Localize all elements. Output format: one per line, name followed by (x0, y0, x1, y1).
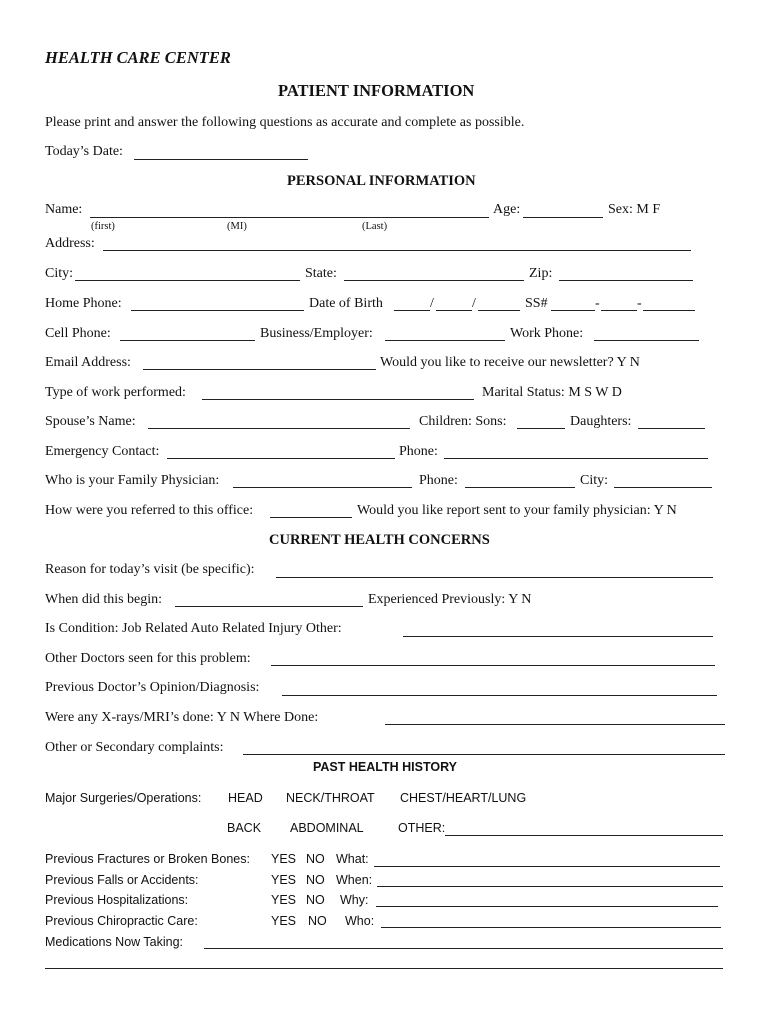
todays-date-label: Today’s Date: (45, 144, 123, 159)
daughters-label: Daughters: (570, 414, 632, 429)
city-field[interactable] (75, 280, 300, 281)
physician-label: Who is your Family Physician: (45, 473, 220, 488)
surgeries-label: Major Surgeries/Operations: (45, 791, 202, 805)
emergency-phone-field[interactable] (444, 458, 708, 459)
chiro-yes[interactable]: YES (271, 914, 297, 928)
falls-yes[interactable]: YES (271, 873, 297, 887)
reason-field[interactable] (276, 577, 713, 578)
surgery-neck-option[interactable]: NECK/THROAT (286, 791, 375, 805)
employer-label: Business/Employer: (260, 326, 373, 341)
hospitalizations-why-field[interactable] (376, 906, 718, 907)
children-sons-label: Children: Sons: (419, 414, 507, 429)
surgery-head-option[interactable]: HEAD (228, 791, 263, 805)
opinion-field[interactable] (282, 695, 717, 696)
cell-phone-field[interactable] (120, 340, 255, 341)
physician-phone-field[interactable] (465, 487, 575, 488)
medications-field[interactable] (204, 948, 723, 949)
dob-slash-1: / (430, 296, 434, 311)
chiro-no[interactable]: NO (308, 914, 327, 928)
referred-field[interactable] (270, 517, 352, 518)
name-label: Name: (45, 202, 83, 217)
work-phone-label: Work Phone: (510, 326, 584, 341)
address-field[interactable] (103, 250, 691, 251)
address-label: Address: (45, 236, 95, 251)
city-label: City: (45, 266, 74, 281)
page-title: PATIENT INFORMATION (278, 81, 475, 100)
spouse-label: Spouse’s Name: (45, 414, 136, 429)
falls-label: Previous Falls or Accidents: (45, 873, 199, 887)
center-name: HEALTH CARE CENTER (45, 48, 231, 67)
xray-label[interactable]: Were any X-rays/MRI’s done: Y N Where Done: (45, 710, 319, 725)
home-phone-field[interactable] (131, 310, 304, 311)
dob-label: Date of Birth (309, 296, 383, 311)
begin-field[interactable] (175, 606, 363, 607)
condition-label[interactable]: Is Condition: Job Related Auto Related Injury Other: (45, 621, 342, 636)
zip-field[interactable] (559, 280, 693, 281)
fractures-label: Previous Fractures or Broken Bones: (45, 852, 250, 866)
ss-label: SS# (525, 296, 548, 311)
falls-when-field[interactable] (377, 886, 723, 887)
emergency-phone-label: Phone: (399, 444, 438, 459)
personal-heading: PERSONAL INFORMATION (287, 173, 476, 189)
cell-phone-label: Cell Phone: (45, 326, 111, 341)
fractures-what-field[interactable] (374, 866, 720, 867)
surgery-other-option[interactable]: OTHER: (398, 821, 446, 835)
report-question[interactable]: Would you like report sent to your family physician: Y N (357, 503, 677, 518)
todays-date-field[interactable] (134, 159, 308, 160)
surgery-chest-option[interactable]: CHEST/HEART/LUNG (400, 791, 527, 805)
hospitalizations-why-label: Why: (340, 893, 369, 907)
email-label: Email Address: (45, 355, 131, 370)
physician-phone-label: Phone: (419, 473, 458, 488)
opinion-label: Previous Doctor’s Opinion/Diagnosis: (45, 680, 260, 695)
last-hint: (Last) (362, 221, 388, 232)
surgery-back-option[interactable]: BACK (227, 821, 262, 835)
dob-month-field[interactable] (394, 310, 430, 311)
hospitalizations-label: Previous Hospitalizations: (45, 893, 189, 907)
ss-part-2[interactable] (601, 310, 637, 311)
dob-slash-2: / (472, 296, 476, 311)
physician-field[interactable] (233, 487, 412, 488)
secondary-field[interactable] (243, 754, 725, 755)
ss-part-3[interactable] (643, 310, 695, 311)
physician-city-field[interactable] (614, 487, 712, 488)
begin-label: When did this begin: (45, 592, 163, 607)
employer-field[interactable] (385, 340, 505, 341)
emergency-contact-field[interactable] (167, 458, 395, 459)
first-hint: (first) (91, 221, 115, 232)
physician-city-label: City: (580, 473, 609, 488)
falls-when-label: When: (336, 873, 373, 887)
daughters-field[interactable] (638, 428, 705, 429)
zip-label: Zip: (529, 266, 553, 281)
dob-year-field[interactable] (478, 310, 520, 311)
chiro-label: Previous Chiropractic Care: (45, 914, 198, 928)
medications-label: Medications Now Taking: (45, 935, 184, 949)
marital-status[interactable]: Marital Status: M S W D (482, 385, 622, 400)
home-phone-label: Home Phone: (45, 296, 122, 311)
name-field[interactable] (90, 217, 489, 218)
state-label: State: (305, 266, 337, 281)
surgery-abdominal-option[interactable]: ABDOMINAL (290, 821, 364, 835)
newsletter-question[interactable]: Would you like to receive our newsletter? Y N (380, 355, 640, 370)
fractures-yes[interactable]: YES (271, 852, 297, 866)
falls-no[interactable]: NO (306, 873, 325, 887)
spouse-field[interactable] (148, 428, 410, 429)
ss-dash-2: - (637, 296, 642, 311)
hospitalizations-no[interactable]: NO (306, 893, 325, 907)
xray-where-field[interactable] (385, 724, 725, 725)
condition-other-field[interactable] (403, 636, 713, 637)
mi-hint: (MI) (227, 221, 247, 232)
dob-day-field[interactable] (436, 310, 472, 311)
fractures-no[interactable]: NO (306, 852, 325, 866)
instructions: Please print and answer the following questions as accurate and complete as possible. (45, 115, 525, 130)
chiro-who-field[interactable] (381, 927, 721, 928)
age-field[interactable] (523, 217, 603, 218)
emergency-contact-label: Emergency Contact: (45, 444, 160, 459)
age-label: Age: (493, 202, 521, 217)
secondary-label: Other or Secondary complaints: (45, 740, 224, 755)
surgery-other-field[interactable] (445, 835, 723, 836)
other-doctors-label: Other Doctors seen for this problem: (45, 651, 251, 666)
medications-extra-field[interactable] (45, 968, 723, 969)
email-field[interactable] (143, 369, 376, 370)
referred-label: How were you referred to this office: (45, 503, 254, 518)
sex-label[interactable]: Sex: M F (608, 202, 661, 217)
hospitalizations-yes[interactable]: YES (271, 893, 297, 907)
chiro-who-label: Who: (345, 914, 375, 928)
ss-dash-1: - (595, 296, 600, 311)
sons-field[interactable] (517, 428, 565, 429)
reason-label: Reason for today’s visit (be specific): (45, 562, 255, 577)
work-type-label: Type of work performed: (45, 385, 186, 400)
work-phone-field[interactable] (594, 340, 699, 341)
experienced-question[interactable]: Experienced Previously: Y N (368, 592, 532, 607)
concerns-heading: CURRENT HEALTH CONCERNS (269, 532, 490, 548)
other-doctors-field[interactable] (271, 665, 715, 666)
ss-part-1[interactable] (551, 310, 595, 311)
history-heading: PAST HEALTH HISTORY (313, 760, 457, 774)
work-type-field[interactable] (202, 399, 474, 400)
state-field[interactable] (344, 280, 524, 281)
fractures-what-label: What: (336, 852, 369, 866)
